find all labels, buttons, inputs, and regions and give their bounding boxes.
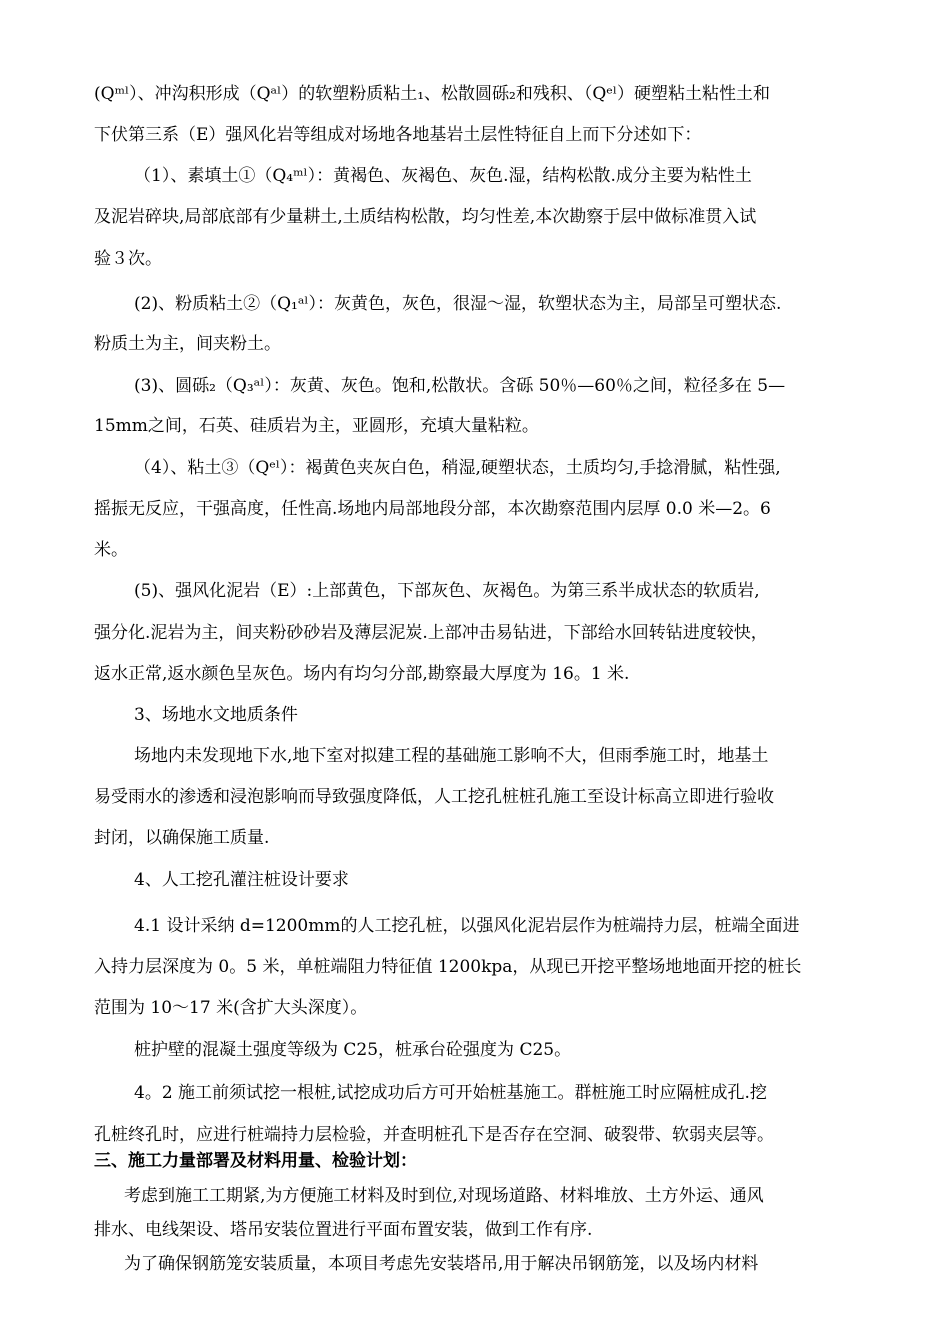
text-line: (3)、圆砾₂（Q₃ᵃˡ）：灰黄、灰色。饱和,松散状。含砾 50％—60％之间，粒径多在 5— xyxy=(134,376,786,396)
text-line: 封闭，以确保施工质量. xyxy=(94,828,270,848)
text-line: 4。2 施工前须试挖一根桩,试挖成功后方可开始桩基施工。群桩施工时应隔桩成孔.挖 xyxy=(134,1083,767,1103)
text-line: 返水正常,返水颜色呈灰色。场内有均匀分部,勘察最大厚度为 16。1 米. xyxy=(94,664,630,684)
text-line: 桩护壁的混凝土强度等级为 C25，桩承台砼强度为 C25。 xyxy=(134,1040,572,1060)
text-line: 范围为 10～17 米(含扩大头深度）。 xyxy=(94,998,368,1018)
text-line: 摇振无反应，干强高度，任性高.场地内局部地段分部，本次勘察范围内层厚 0.0 米—2。6 xyxy=(94,499,771,519)
text-line: 及泥岩碎块,局部底部有少量耕土,土质结构松散，均匀性差,本次勘察于层中做标准贯入试 xyxy=(94,207,757,227)
text-line: (2)、粉质粘土②（Q₁ᵃˡ）：灰黄色，灰色，很湿～湿，软塑状态为主，局部呈可塑状态. xyxy=(134,294,782,314)
section-heading: 4、人工挖孔灌注桩设计要求 xyxy=(134,870,349,890)
section-heading: 3、场地水文地质条件 xyxy=(134,705,298,725)
text-line: 下伏第三系（E）强风化岩等组成对场地各地基岩土层性特征自上而下分述如下： xyxy=(94,125,702,145)
text-line: 米。 xyxy=(94,540,128,560)
text-line: 4.1 设计采纳 d=1200mm的人工挖孔桩，以强风化泥岩层作为桩端持力层，桩端全面进 xyxy=(134,916,800,936)
text-line: 粉质土为主，间夹粉土。 xyxy=(94,334,281,354)
text-line: 强分化.泥岩为主，间夹粉砂砂岩及薄层泥炭.上部冲击易钻进，下部给水回转钻进度较快， xyxy=(94,623,768,643)
text-line: 易受雨水的渗透和浸泡影响而导致强度降低，人工挖孔桩桩孔施工至设计标高立即进行验收 xyxy=(94,787,774,807)
text-line: （4）、粘土③（Qᵉˡ）：褐黄色夹灰白色，稍湿,硬塑状态，土质均匀,手捻滑腻，粘性强, xyxy=(134,458,781,478)
text-line: (Qᵐˡ）、冲沟积形成（Qᵃˡ）的软塑粉质粘土₁、松散圆砾₂和残积、（Qᵉˡ）硬塑粘土粘性土和 xyxy=(94,84,771,104)
text-line: 验３次。 xyxy=(94,249,162,269)
text-line: （1）、素填土①（Q₄ᵐˡ）：黄褐色、灰褐色、灰色.湿，结构松散.成分主要为粘性土 xyxy=(134,166,752,186)
text-line: 孔桩终孔时，应进行桩端持力层检验，并查明桩孔下是否存在空洞、破裂带、软弱夹层等。 xyxy=(94,1125,774,1145)
text-line: 15mm之间，石英、硅质岩为主，亚圆形，充填大量粘粒。 xyxy=(94,416,539,436)
chapter-heading: 三、施工力量部署及材料用量、检验计划： xyxy=(94,1151,417,1171)
text-line: (5)、强风化泥岩（E）:上部黄色，下部灰色、灰褐色。为第三系半成状态的软质岩, xyxy=(134,581,760,601)
text-line: 入持力层深度为 0。5 米，单桩端阻力特征值 1200kpa，从现已开挖平整场地地面开挖的桩长 xyxy=(94,957,802,977)
text-line: 排水、电线架设、塔吊安装位置进行平面布置安装，做到工作有序. xyxy=(94,1220,593,1240)
text-line: 场地内未发现地下水,地下室对拟建工程的基础施工影响不大，但雨季施工时，地基土 xyxy=(134,746,769,766)
text-line: 为了确保钢筋笼安装质量，本项目考虑先安装塔吊,用于解决吊钢筋笼，以及场内材料 xyxy=(124,1254,759,1274)
text-line: 考虑到施工工期紧,为方便施工材料及时到位,对现场道路、材料堆放、土方外运、通风 xyxy=(124,1186,764,1206)
